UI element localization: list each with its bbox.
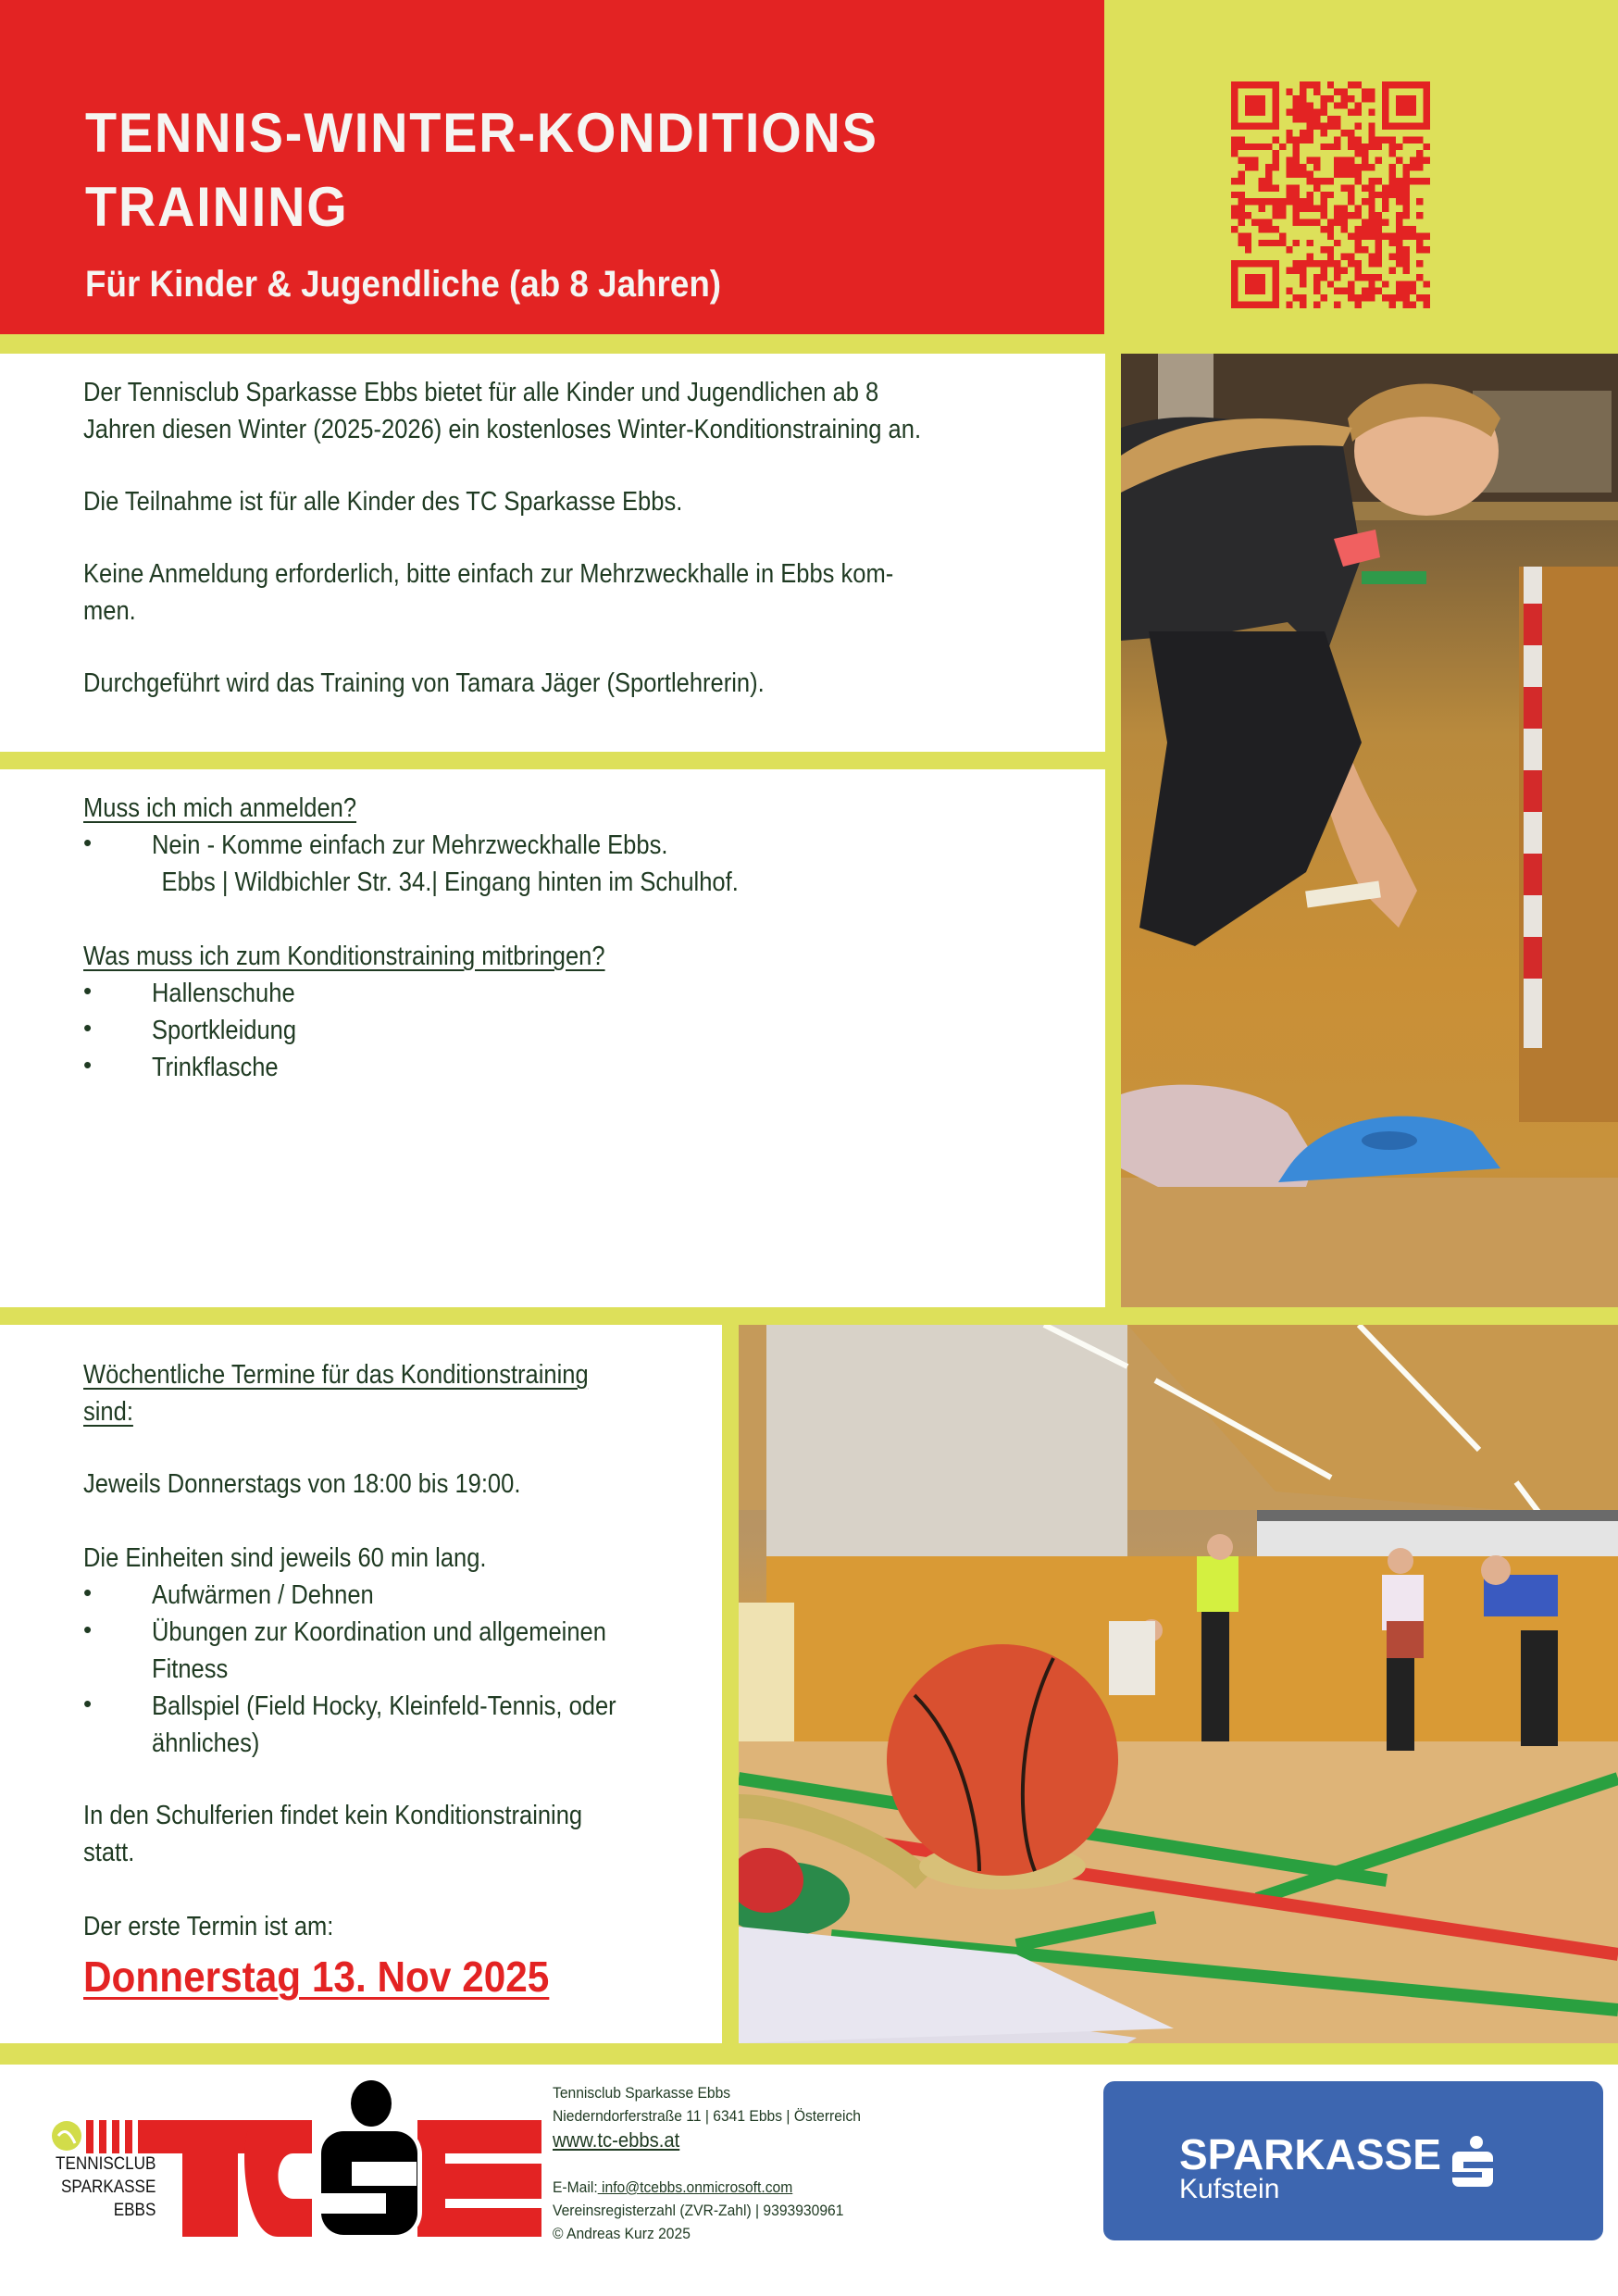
bring-item: Trinkflasche bbox=[152, 1053, 279, 1082]
holiday-note: In den Schulferien findet kein Konditionstraining statt. bbox=[83, 1801, 583, 1867]
first-date: Donnerstag 13. Nov 2025 bbox=[83, 1953, 550, 2001]
faq-question-bring: Was muss ich zum Konditionstraining mitbringen? bbox=[83, 942, 605, 971]
intro-paragraph-4: Durchgeführt wird das Training von Tamara Jäger (Sportlehrerin). bbox=[83, 668, 765, 698]
zvr-number: Vereinsregisterzahl (ZVR-Zahl) | 9393930961 bbox=[553, 2202, 844, 2219]
tennis-ball-icon bbox=[52, 2121, 81, 2151]
faq-section bbox=[0, 769, 1105, 1307]
tcse-logo[interactable] bbox=[51, 2078, 541, 2245]
club-address: Niederndorferstraße 11 | 6341 Ebbs | Österreich bbox=[553, 2107, 861, 2125]
bullet: • bbox=[83, 1578, 93, 1606]
intro-paragraph-2: Die Teilnahme ist für alle Kinder des TC Sparkasse Ebbs. bbox=[83, 487, 683, 517]
bullet: • bbox=[83, 1014, 93, 1042]
bullet: • bbox=[83, 977, 93, 1004]
bring-item: Sportkleidung bbox=[152, 1016, 297, 1045]
unit-item: Übungen zur Koordination und allgemeinen Fitness bbox=[152, 1617, 606, 1684]
sparkasse-kufstein-logo[interactable] bbox=[1103, 2081, 1603, 2240]
bullet: • bbox=[83, 829, 93, 856]
sponsor-city: Kufstein bbox=[1179, 2174, 1280, 2204]
intro-section bbox=[0, 354, 1105, 752]
bullet: • bbox=[83, 1616, 93, 1643]
title-line-2: TRAINING bbox=[85, 176, 349, 238]
unit-item: Aufwärmen / Dehnen bbox=[152, 1580, 374, 1610]
club-name: Tennisclub Sparkasse Ebbs bbox=[553, 2084, 731, 2102]
header-banner bbox=[0, 0, 1104, 334]
faq-answer-register: Nein - Komme einfach zur Mehrzweckhalle Ebbs. Ebbs | Wildbichler Str. 34.| Eingang hinten im Schulhof. bbox=[152, 830, 739, 897]
girl-touching-cone-photo bbox=[1121, 354, 1618, 1307]
schedule-section bbox=[0, 1325, 722, 2043]
website-link[interactable]: www.tc-ebbs.at bbox=[553, 2128, 680, 2152]
schedule-when: Jeweils Donnerstags von 18:00 bis 19:00. bbox=[83, 1469, 521, 1499]
schedule-duration: Die Einheiten sind jeweils 60 min lang. bbox=[83, 1543, 487, 1573]
first-date-label: Der erste Termin ist am: bbox=[83, 1912, 334, 1941]
email-link[interactable]: info@tcebbs.onmicrosoft.com bbox=[597, 2178, 793, 2196]
bullet: • bbox=[83, 1690, 93, 1717]
sponsor-name: SPARKASSE bbox=[1179, 2130, 1441, 2178]
intro-paragraph-3: Keine Anmeldung erforderlich, bitte einfach zur Mehrzweckhalle in Ebbs kom- men. bbox=[83, 559, 894, 626]
logo-text: TENNISCLUB SPARKASSE EBBS bbox=[55, 2154, 156, 2220]
unit-item: Ballspiel (Field Hocky, Kleinfeld-Tennis, oder ähnliches) bbox=[152, 1691, 616, 1758]
bullet: • bbox=[83, 1051, 93, 1079]
page-subtitle: Für Kinder & Jugendliche (ab 8 Jahren) bbox=[85, 264, 722, 305]
schedule-heading: Wöchentliche Termine für das Konditionstraining sind: bbox=[83, 1360, 589, 1427]
sparkasse-s-icon bbox=[1450, 2135, 1495, 2189]
faq-question-register: Muss ich mich anmelden? bbox=[83, 793, 357, 823]
club-contact-info bbox=[553, 2081, 861, 2245]
copyright: © Andreas Kurz 2025 bbox=[553, 2225, 691, 2242]
basketball-in-gym-photo bbox=[739, 1325, 1618, 2043]
title-line-1: TENNIS-WINTER-KONDITIONS bbox=[85, 102, 878, 164]
email-line: E-Mail: info@tcebbs.onmicrosoft.com bbox=[553, 2178, 793, 2196]
page-title bbox=[85, 96, 878, 244]
qr-code-icon[interactable] bbox=[1231, 81, 1430, 308]
intro-paragraph-1: Der Tennisclub Sparkasse Ebbs bietet für alle Kinder und Jugendlichen ab 8 Jahren diesen Winter (2025-2026) ein kostenloses Winter-Konditionstraining an. bbox=[83, 378, 922, 444]
bring-item: Hallenschuhe bbox=[152, 979, 295, 1008]
